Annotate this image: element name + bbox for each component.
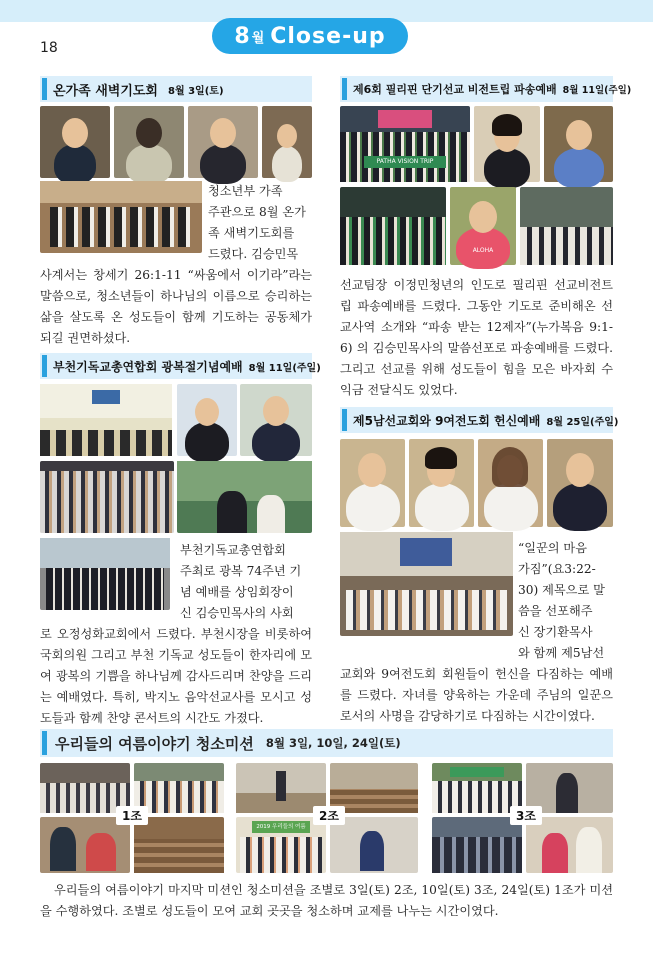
section-text-full-4: 교회와 9여전도회 회원들이 헌신을 다짐하는 예배를 드렸다. 자녀를 양육하는 가운데 주님의 일꾼으로서의 사명을 감당하기로 다짐하는 시간이였다.: [340, 667, 613, 723]
photo-speaker-1: [40, 106, 110, 178]
section-title-dedication: [340, 407, 619, 433]
page-number: 18: [40, 40, 58, 56]
section-date: 8월 25일(주일): [546, 416, 619, 428]
photo-group2-a: [236, 763, 326, 813]
section-title-summer-mission: [40, 729, 613, 757]
photo-group2-d: [330, 817, 418, 873]
text-line: 부천기독교총연합회: [180, 543, 286, 557]
photo-member-1: [340, 439, 405, 527]
text-line: “일꾼의 마음: [518, 541, 587, 555]
summer-text: 우리들의 여름이야기 마지막 미션인 청소미션을 조별로 3일(토) 2조, 10일(토) 3조, 24일(토) 1조가 미션을 수행하였다. 조별로 성도들이 모여 교회 곳곳을 청소하며 교제를 나누는 시간이였다.: [40, 883, 613, 918]
section-text-wrap-1: [208, 181, 312, 265]
photo-mission-team: [340, 106, 470, 182]
photo-member-3: [478, 439, 543, 527]
group-label-1: 1조: [116, 806, 148, 825]
photo-group3-c: [432, 817, 522, 873]
text-line: 족 새벽기도회를: [208, 226, 295, 240]
photo-leader-2: [240, 384, 312, 456]
text-line: 념 예배를 상임회장이: [180, 585, 294, 599]
text-line: 주관으로 8월 온가: [208, 205, 306, 219]
section-text-full-2: 로 오정성화교회에서 드렸다. 부천시장을 비롯하여 국회의원 그리고 부천 기독교 성도들이 한자리에 모여 광복의 기쁨을 하나님께 감사드리며 찬양을 드리는 예배였다. 특히, 박지노 음악선교사를 모시고 성도들과 함께 찬양 콘서트의 시간도 가졌다.: [40, 627, 312, 725]
section-title-text: 온가족 새벽기도회: [53, 83, 158, 99]
text-line: 가짐”(요3:22-: [518, 562, 596, 576]
page-header: [212, 18, 408, 54]
section-title-liberation-day: [40, 353, 321, 379]
photo-speaker-man: [544, 106, 613, 182]
photo-speaker-4: [262, 106, 312, 178]
photo-dedication-worship: [340, 532, 513, 636]
title-bar: [42, 731, 47, 755]
section-title-philippines: [340, 76, 632, 102]
photo-concert: [177, 461, 312, 533]
section-text-wrap-2: [180, 540, 312, 624]
photo-speaker-3: [188, 106, 258, 178]
photo-group1-c: [40, 817, 130, 873]
section-date: 8월 3일(토): [168, 85, 224, 97]
section-date: 8월 11일(주일): [248, 362, 321, 374]
text-line: 신 장기환목사: [518, 625, 593, 639]
photo-youth-choir: [40, 181, 202, 253]
title-bar: [342, 78, 347, 100]
photo-aloha-girl: [450, 187, 516, 265]
group-label-2: 2조: [313, 806, 345, 825]
section-title-text: 우리들의 여름이야기 청소미션: [55, 734, 254, 753]
summer-banner: 2019 우리들의 여름: [252, 821, 310, 833]
photo-mission-dance: [340, 187, 446, 265]
text-line: 씀을 선포해주: [518, 604, 593, 618]
photo-group1-b: [134, 763, 224, 813]
text-line: 30) 제목으로 말: [518, 583, 605, 597]
section-title-text: 제6회 필리핀 단기선교 비전트립 파송예배: [353, 83, 557, 96]
text-line: 주최로 광복 74주년 기: [180, 564, 302, 578]
header-title-num: 8: [234, 23, 251, 49]
section-title-text: 제5남선교회와 9여전도회 헌신예배: [353, 413, 541, 428]
photo-worship-stage: [40, 384, 172, 456]
section-text-wrap-4: [518, 538, 613, 664]
photo-group2-c: [236, 817, 326, 873]
title-bar: [342, 409, 347, 431]
photo-leader-1: [177, 384, 237, 456]
text-line: 드렸다. 김승민목: [208, 247, 299, 261]
shirt-text: ALOHA: [472, 247, 494, 254]
header-title-small: 월: [251, 30, 266, 46]
section-date: 8월 3일, 10일, 24일(토): [265, 736, 401, 750]
photo-group1-d: [134, 817, 224, 873]
text-line: 신 김승민목사의 사회: [180, 606, 294, 620]
photo-group3-d: [526, 817, 613, 873]
photo-speaker-woman: [474, 106, 540, 182]
title-bar: [42, 355, 47, 377]
section-title-text: 부천기독교총연합회 광복절기념예배: [53, 359, 243, 374]
text-line: 청소년부 가족: [208, 184, 283, 198]
group-label-3: 3조: [510, 806, 542, 825]
photo-group3-a: [432, 763, 522, 813]
section-text-full-1: 사계서는 창세기 26:1-11 “싸움에서 이기라”라는 말씀으로, 청소년들이 하나님의 이름으로 승리하는 삶을 살도록 온 성도들이 함께 기도하는 공동체가 되길 권면하셨다.: [40, 268, 312, 345]
section-date: 8월 11일(주일): [562, 85, 632, 96]
text-line: 와 함께 제5남선: [518, 646, 605, 660]
photo-speaker-2: [114, 106, 184, 178]
title-bar: [42, 78, 47, 100]
photo-congregation: [40, 461, 174, 533]
section-title-dawn-prayer: [40, 76, 312, 102]
header-title-main: Close-up: [270, 23, 386, 49]
mission-banner: PATHA VISION TRIP: [364, 156, 446, 168]
photo-member-2: [409, 439, 474, 527]
section-text-full-3: 선교팀장 이정민청년의 인도로 필리핀 선교비전트립 파송예배를 드렸다. 그동안 기도로 준비해온 선교사역 소개와 “파송 받는 12제자”(누가복음 9:1-6) 의 김승민목사의 말씀선포로 파송예배를 드렸다. 그리고 선교를 위해 성도들이 힘을 모은 바자회 수익금 전달식도 있었다.: [340, 278, 613, 397]
photo-mission-performance: [520, 187, 613, 265]
photo-member-4: [547, 439, 613, 527]
photo-group-leaders: [40, 538, 170, 610]
